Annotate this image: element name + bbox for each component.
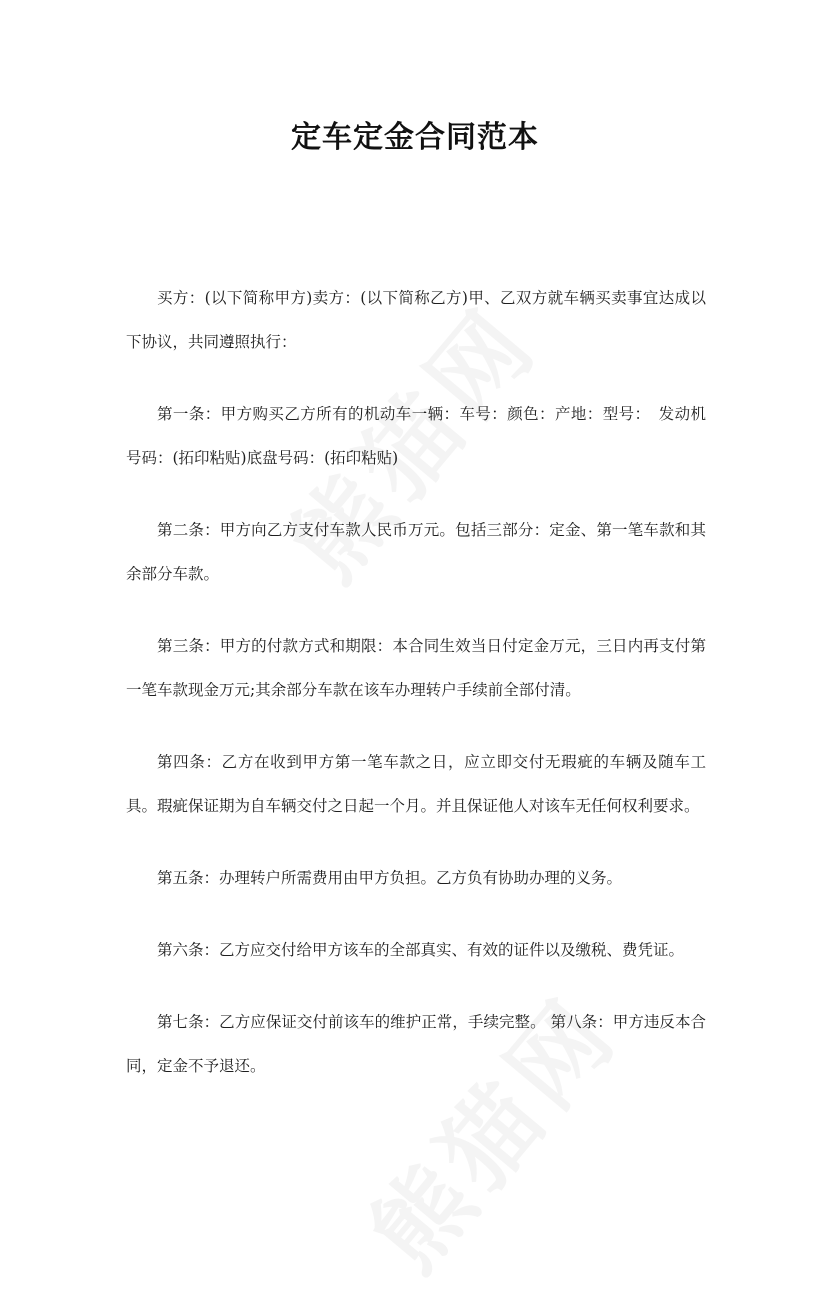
paragraph-article-3: 第三条：甲方的付款方式和期限：本合同生效当日付定金万元，三日内再支付第一笔车款现金万元;其余部分车款在该车办理转户手续前全部付清。 bbox=[126, 637, 706, 699]
paragraph-article-5: 第五条：办理转户所需费用由甲方负担。乙方负有协助办理的义务。 bbox=[157, 869, 623, 887]
paragraph-article-1: 第一条：甲方购买乙方所有的机动车一辆：车号：颜色：产地：型号： 发动机号码：(拓印粘贴)底盘号码：(拓印粘贴) bbox=[126, 405, 706, 467]
document-body bbox=[126, 276, 706, 1116]
paragraph-article-7-8: 第七条：乙方应保证交付前该车的维护正常，手续完整。 第八条：甲方违反本合同，定金不予退还。 bbox=[126, 1013, 706, 1075]
paragraph-article-6: 第六条：乙方应交付给甲方该车的全部真实、有效的证件以及缴税、费凭证。 bbox=[157, 941, 685, 959]
document-title: 定车定金合同范本 bbox=[291, 120, 539, 155]
paragraph-article-4: 第四条：乙方在收到甲方第一笔车款之日，应立即交付无瑕疵的车辆及随车工具。瑕疵保证期为自车辆交付之日起一个月。并且保证他人对该车无任何权利要求。 bbox=[126, 753, 706, 815]
paragraph-article-2: 第二条：甲方向乙方支付车款人民币万元。包括三部分：定金、第一笔车款和其余部分车款。 bbox=[126, 521, 706, 583]
paragraph-intro: 买方：(以下简称甲方)卖方：(以下简称乙方)甲、乙双方就车辆买卖事宜达成以下协议，共同遵照执行： bbox=[126, 289, 706, 351]
